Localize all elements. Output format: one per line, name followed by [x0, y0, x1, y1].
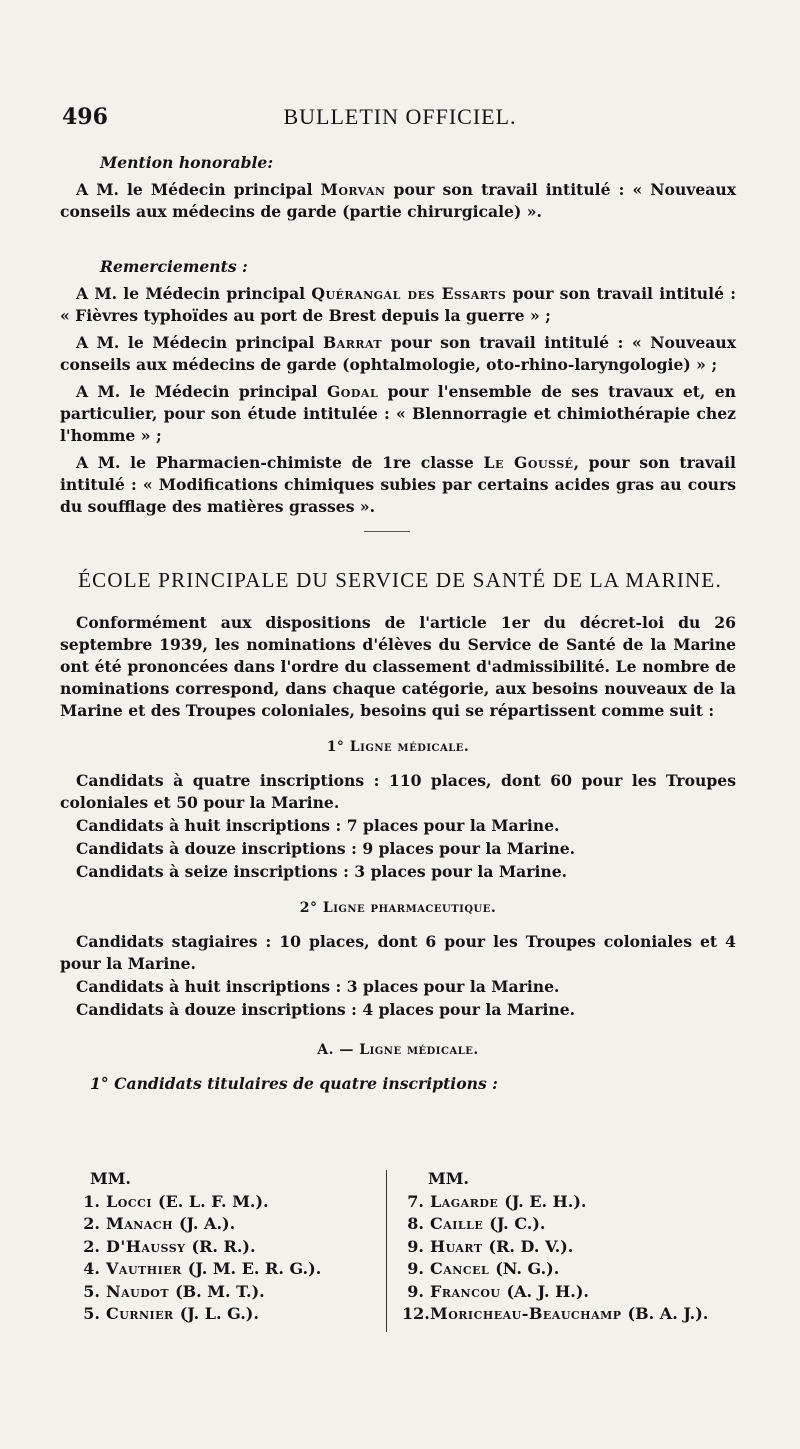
remerciement-paragraph [60, 381, 736, 447]
nominee-name: Curnier [106, 1304, 174, 1323]
column-divider [386, 1170, 387, 1332]
nominee-row [78, 1191, 321, 1214]
mention-heading: Mention honorable: [100, 153, 274, 172]
nominee-initials: (J. C.). [489, 1214, 546, 1233]
quota-line: Candidats à huit inscriptions : 7 places pour la Marine. [76, 816, 560, 835]
nominee-name: D'Haussy [106, 1236, 186, 1256]
paragraph-text: A M. le Médecin principal [76, 180, 321, 199]
quota-line: Candidats à seize inscriptions : 3 places pour la Marine. [76, 862, 568, 881]
right-column-header: MM. [428, 1169, 469, 1188]
paragraph-text: A M. le Médecin principal [76, 382, 327, 401]
paragraph-text: pour son travail intitulé : « Nouveaux conseils aux médecins de garde (ophtalmologie, oto-rhino-laryngologie) » ; [60, 333, 736, 374]
rank: 7. [407, 1191, 424, 1211]
person-name: Quérangal des Essarts [311, 284, 507, 303]
person-name: Le Goussé [483, 453, 574, 472]
remerciement-paragraph [60, 332, 736, 376]
nominee-initials: (J. M. E. R. G.). [187, 1259, 322, 1278]
nominee-row [402, 1236, 708, 1259]
remerciement-paragraph [60, 452, 736, 518]
nominee-initials: (B. A. J.). [627, 1304, 709, 1323]
rank: 1. [83, 1191, 100, 1211]
nominee-initials: (B. M. T.). [175, 1281, 265, 1301]
person-name: Godal [326, 382, 379, 401]
remerciement-paragraph [60, 283, 736, 327]
person-name: Barrat [322, 333, 383, 352]
nominee-name: Naudot [106, 1281, 170, 1301]
nominee-initials: (E. L. F. M.). [158, 1191, 269, 1211]
person-name: Morvan [320, 180, 386, 199]
nominee-row [402, 1213, 708, 1236]
nominee-row [402, 1258, 708, 1281]
nominee-initials: (R. R.). [191, 1236, 256, 1256]
quota-line: Candidats à quatre inscriptions : 110 places, dont 60 pour les Troupes coloniales et 50 pour la Marine. [60, 771, 736, 812]
nominee-initials: (A. J. H.). [506, 1281, 589, 1301]
nominee-row [78, 1258, 321, 1281]
rank: 8. [407, 1214, 424, 1233]
ecole-intro: Conformément aux dispositions de l'article 1er du décret-loi du 26 septembre 1939, les nominations d'élèves du Service de Santé de la Marine ont été prononcées dans l'ordre du classement d'admissibilité. Le nombre de nominations correspond, dans chaque catégorie, aux besoins nouveaux de la Marine et des Troupes coloniales, besoins qui se répartissent comme suit : [60, 613, 736, 720]
ecole-section [60, 612, 736, 1100]
quota-line: Candidats à douze inscriptions : 4 places pour la Marine. [76, 1000, 576, 1019]
nominee-name: Manach [106, 1214, 173, 1233]
nominee-name: Lagarde [430, 1191, 499, 1211]
nominee-name: Vauthier [106, 1259, 182, 1278]
paragraph-text: pour l'ensemble de ses travaux et, en particulier, pour son étude intitulée : « Blennorragie et chimiothérapie chez l'homme » ; [60, 382, 736, 445]
nominee-name: Caille [430, 1214, 484, 1233]
rank: 5. [83, 1281, 100, 1301]
page-number: 496 [62, 104, 108, 130]
rank: 12. [402, 1304, 430, 1323]
ligne-pharma-heading: 2° Ligne pharmaceutique. [299, 900, 497, 916]
quota-line: Candidats stagiaires : 10 places, dont 6 pour les Troupes coloniales et 4 pour la Marine. [60, 932, 736, 973]
nominee-row [78, 1281, 321, 1304]
nominee-name: Francou [430, 1281, 501, 1301]
paragraph-text: A M. le Pharmacien-chimiste de 1re classe [76, 453, 484, 472]
left-column-header: MM. [90, 1169, 131, 1188]
paragraph-text: A M. le Médecin principal [76, 284, 312, 303]
nominees-right-column [402, 1168, 708, 1326]
rank: 5. [83, 1304, 100, 1323]
nominee-initials: (J. L. G.). [179, 1304, 259, 1323]
nominee-row [402, 1281, 708, 1304]
paragraph-text: pour son travail intitulé : « Fièvres typhoïdes au port de Brest depuis la guerre » ; [60, 284, 736, 325]
nominees-left-column [78, 1168, 321, 1326]
nominee-row [402, 1191, 708, 1214]
remerciements-section [60, 256, 736, 523]
nominee-name: Locci [106, 1191, 152, 1211]
nominee-initials: (J. A.). [178, 1214, 236, 1233]
mention-section [60, 152, 736, 228]
subsection-heading: A. — Ligne médicale. [317, 1042, 479, 1058]
paragraph-text: A M. le Médecin principal [76, 333, 323, 352]
paragraph-text: pour son travail intitulé : « Nouveaux conseils aux médecins de garde (partie chirurgicale) ». [60, 180, 736, 221]
rank: 2. [83, 1236, 100, 1256]
rank: 9. [407, 1259, 424, 1278]
nominee-name: Huart [430, 1236, 483, 1256]
rank: 2. [83, 1214, 100, 1233]
nominee-initials: (J. E. H.). [504, 1191, 587, 1211]
ligne-medicale-heading: 1° Ligne médicale. [326, 739, 470, 755]
nominee-name: Moricheau-Beauchamp [430, 1304, 622, 1323]
nominee-row [78, 1303, 321, 1326]
nominee-initials: (N. G.). [495, 1259, 560, 1278]
nominee-row [78, 1236, 321, 1259]
paragraph-text: , pour son travail intitulé : « Modifications chimiques subies par certains acides gras au cours du soufflage des matières grasses ». [60, 453, 736, 516]
rank: 9. [407, 1236, 424, 1256]
remerciements-heading: Remerciements : [100, 257, 248, 276]
nominee-initials: (R. D. V.). [488, 1236, 574, 1256]
rank: 9. [407, 1281, 424, 1301]
quota-line: Candidats à douze inscriptions : 9 places pour la Marine. [76, 839, 576, 858]
nominee-row [78, 1213, 321, 1236]
nominee-row [402, 1303, 708, 1326]
running-title: BULLETIN OFFICIEL. [283, 104, 517, 129]
ecole-title: ÉCOLE PRINCIPALE DU SERVICE DE SANTÉ DE LA MARINE. [78, 568, 722, 592]
candidats-heading: 1° Candidats titulaires de quatre inscriptions : [90, 1074, 498, 1093]
mention-paragraph [60, 179, 736, 223]
nominee-name: Cancel [430, 1259, 490, 1278]
section-divider [364, 531, 410, 532]
quota-line: Candidats à huit inscriptions : 3 places pour la Marine. [76, 977, 560, 996]
rank: 4. [83, 1259, 100, 1278]
